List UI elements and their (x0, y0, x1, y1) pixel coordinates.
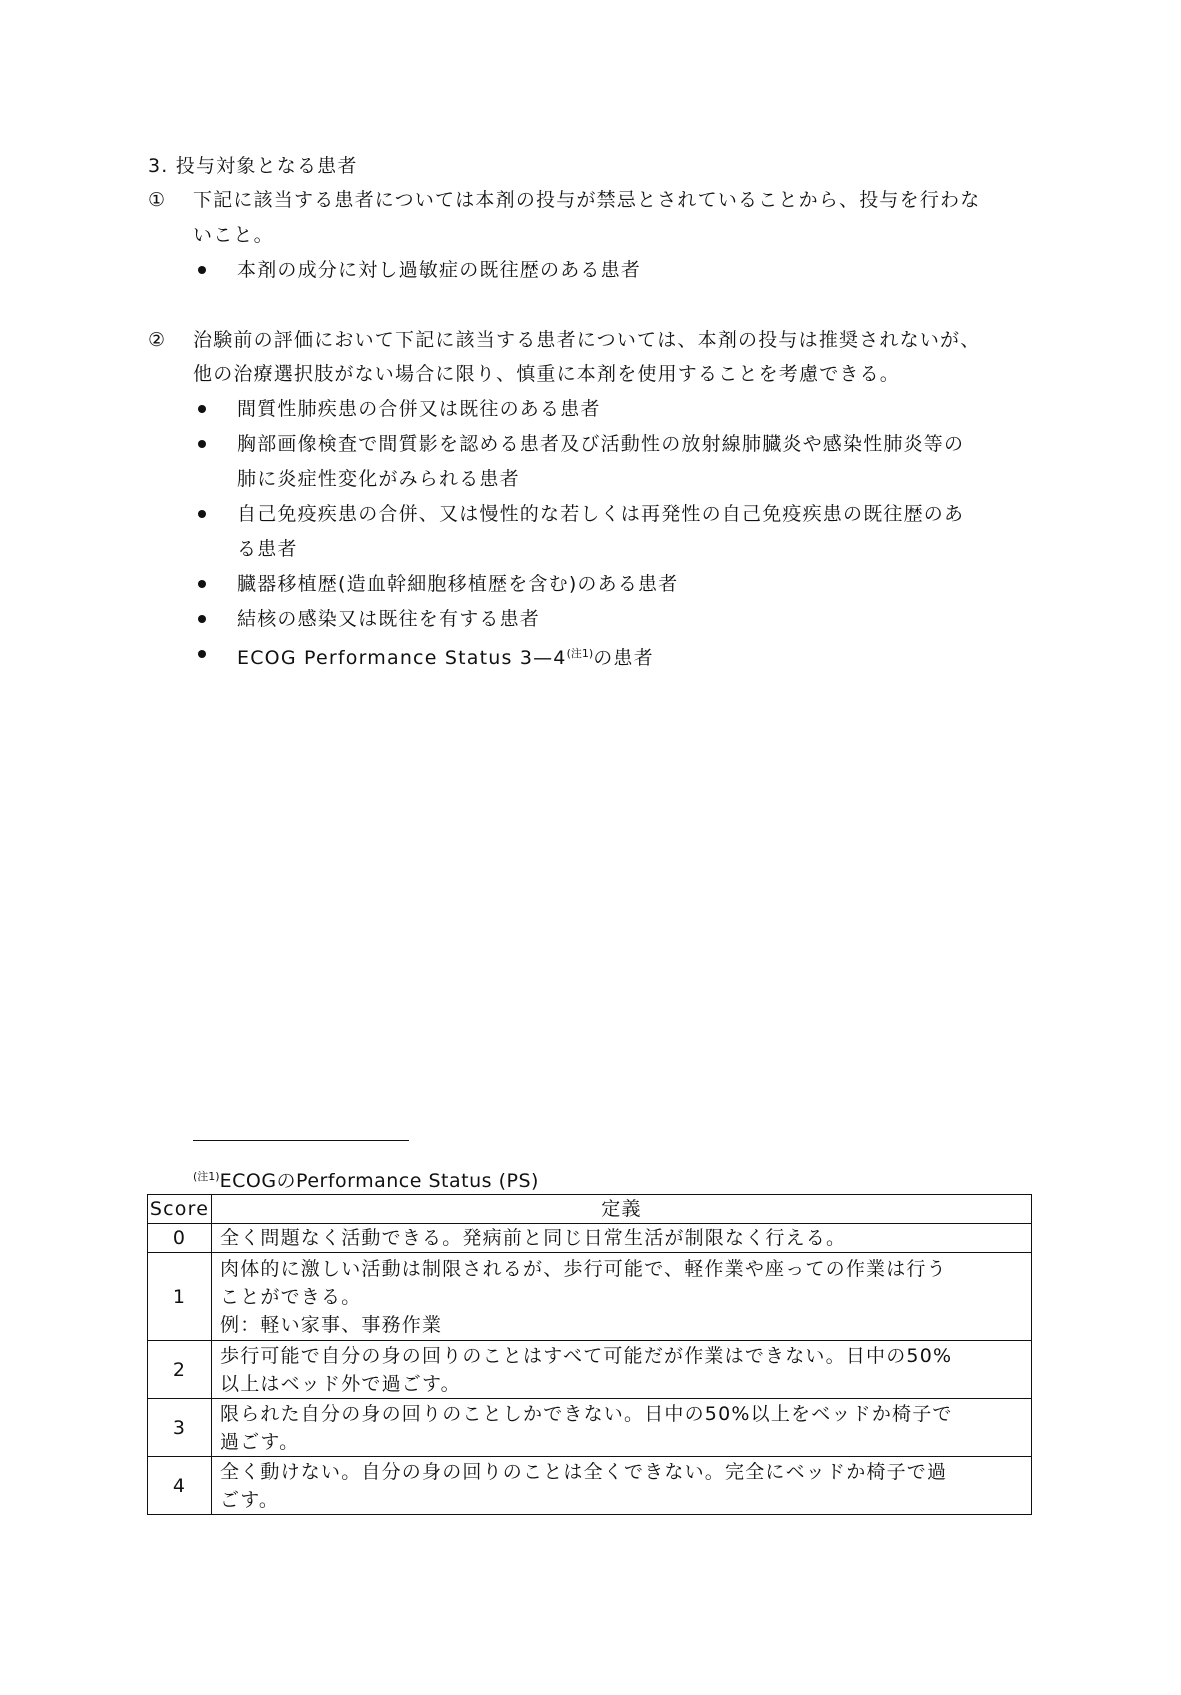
item-2-bullet-2-line-2: 肺に炎症性変化がみられる患者 (237, 468, 520, 490)
table-row (148, 1399, 1032, 1457)
item-1-bullet-1: 本剤の成分に対し過敏症の既往歴のある患者 (237, 259, 642, 281)
item-2-bullet-3-line-1: 自己免疫疾患の合併、又は慢性的な若しくは再発性の自己免疫疾患の既往歴のあ (237, 503, 965, 525)
score-cell: 2 (148, 1341, 212, 1399)
definition-line: 過ごす。 (220, 1430, 300, 1453)
item-1-marker: ① (148, 189, 167, 211)
definition-cell (212, 1457, 1032, 1515)
item-2-bullet-3-line-2: る患者 (237, 538, 298, 560)
bullet-icon (198, 405, 206, 413)
bullet-icon (198, 650, 206, 658)
bullet-icon (198, 510, 206, 518)
bullet-icon (198, 440, 206, 448)
item-2-line-2: 他の治療選択肢がない場合に限り、慎重に本剤を使用することを考慮できる。 (193, 363, 901, 385)
definition-line: 歩行可能で自分の身の回りのことはすべて可能だが作業はできない。日中の50% (220, 1344, 953, 1367)
definition-line: 肉体的に激しい活動は制限されるが、歩行可能で、軽作業や座っての作業は行う (220, 1257, 947, 1280)
header-definition: 定義 (212, 1195, 1032, 1224)
score-cell: 0 (148, 1224, 212, 1253)
ecog-suffix: の患者 (593, 647, 654, 669)
section-title: 3. 投与対象となる患者 (148, 155, 358, 177)
definition-line: 限られた自分の身の回りのことしかできない。日中の50%以上をベッドか椅子で (220, 1402, 953, 1425)
table-row (148, 1457, 1032, 1515)
definition-line: 以上はベッド外で過ごす。 (220, 1372, 461, 1395)
item-2-line-1: 治験前の評価において下記に該当する患者については、本剤の投与は推奨されないが、 (193, 329, 981, 351)
item-2-bullet-1: 間質性肺疾患の合併又は既往のある患者 (237, 398, 601, 420)
item-2-bullet-5: 結核の感染又は既往を有する患者 (237, 608, 541, 630)
table-row (148, 1253, 1032, 1341)
item-1-line-1: 下記に該当する患者については本剤の投与が禁忌とされていることから、投与を行わな (193, 189, 981, 211)
item-2-marker: ② (148, 329, 167, 351)
table-row (148, 1341, 1032, 1399)
score-cell: 1 (148, 1253, 212, 1341)
footnote-label (193, 1165, 539, 1193)
footnote-title: ECOGのPerformance Status (PS) (219, 1170, 539, 1192)
footnote-separator (193, 1140, 409, 1141)
definition-line: 全く動けない。自分の身の回りのことは全くできない。完全にベッドか椅子で過 (220, 1460, 948, 1483)
definition-cell (212, 1399, 1032, 1457)
bullet-icon (198, 615, 206, 623)
footnote-ref[interactable]: (注1) (566, 647, 594, 660)
table-header-row (148, 1195, 1032, 1224)
bullet-icon (198, 580, 206, 588)
definition-cell (212, 1224, 1032, 1253)
definition-line: 例：軽い家事、事務作業 (220, 1313, 443, 1336)
header-score: Score (148, 1195, 212, 1224)
definition-line: 全く問題なく活動できる。発病前と同じ日常生活が制限なく行える。 (220, 1227, 847, 1249)
item-2-bullet-4: 臓器移植歴(造血幹細胞移植歴を含む)のある患者 (237, 573, 679, 595)
table-row (148, 1224, 1032, 1253)
definition-cell (212, 1253, 1032, 1341)
bullet-icon (198, 266, 206, 274)
footnote-marker: (注1) (193, 1170, 220, 1183)
item-2-bullet-6 (237, 642, 654, 670)
item-1-line-2: いこと。 (193, 224, 274, 246)
score-cell: 3 (148, 1399, 212, 1457)
ecog-ps-table (147, 1194, 1032, 1515)
definition-line: ごす。 (220, 1488, 280, 1511)
definition-cell (212, 1341, 1032, 1399)
definition-line: ことができる。 (220, 1285, 362, 1308)
score-cell: 4 (148, 1457, 212, 1515)
ecog-text: ECOG Performance Status 3—4 (237, 647, 567, 669)
item-2-bullet-2-line-1: 胸部画像検査で間質影を認める患者及び活動性の放射線肺臓炎や感染性肺炎等の (237, 433, 965, 455)
